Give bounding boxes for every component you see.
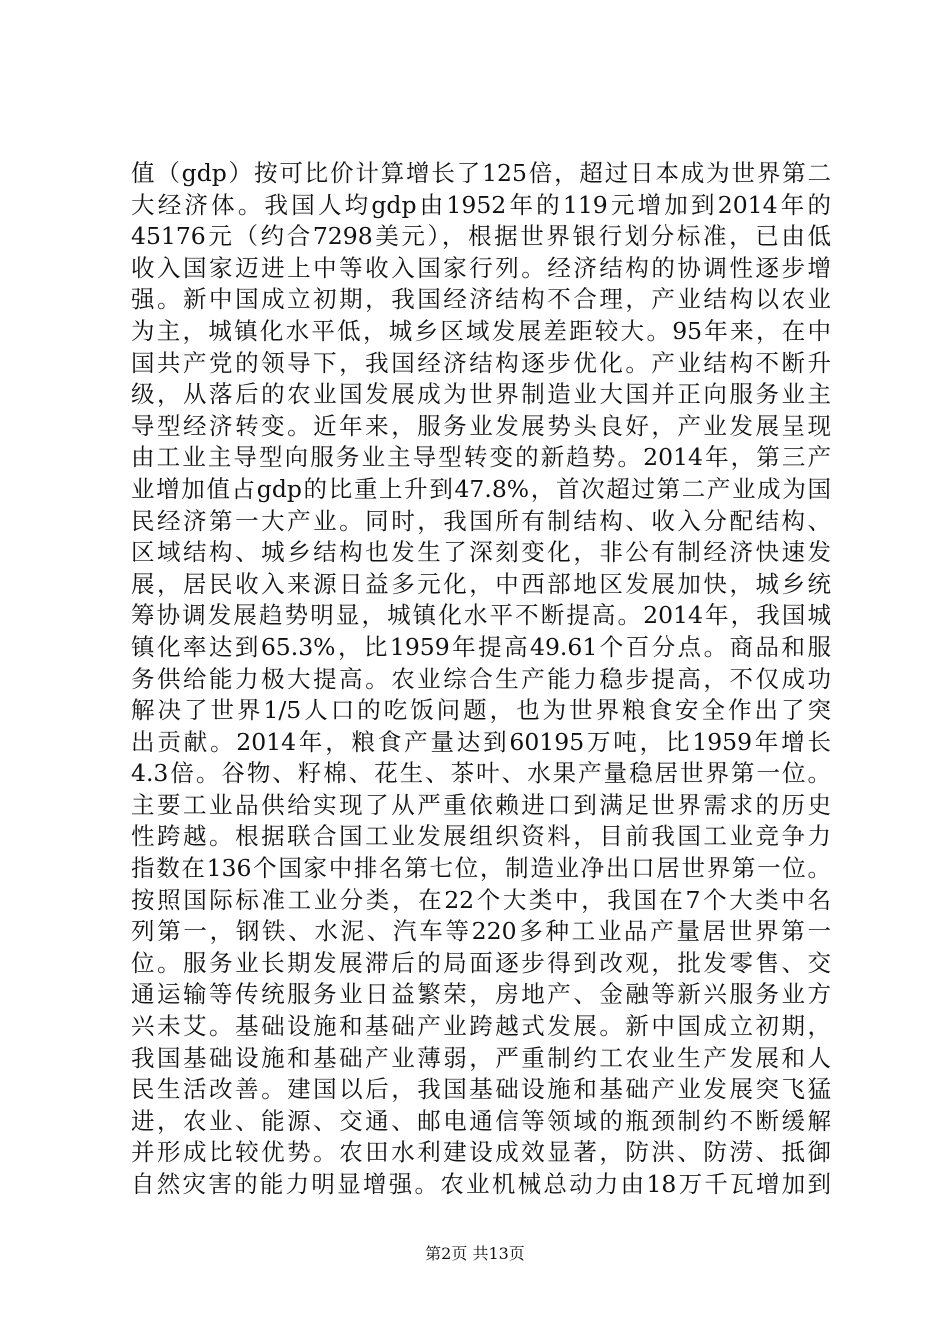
text-line: 强。新中国成立初期，我国经济结构不合理，产业结构以农业 — [131, 285, 831, 314]
text-line: 展，居民收入来源日益多元化，中西部地区发展加快，城乡统 — [131, 569, 831, 598]
text-line: 民生活改善。建国以后，我国基础设施和基础产业发展突飞猛 — [131, 1075, 831, 1104]
text-line: 级，从落后的农业国发展成为世界制造业大国并正向服务业主 — [131, 380, 831, 409]
text-line: 导型经济转变。近年来，服务业发展势头良好，产业发展呈现 — [131, 411, 831, 440]
text-line: 列第一，钢铁、水泥、汽车等220多种工业品产量居世界第一 — [131, 917, 831, 946]
text-line: 通运输等传统服务业日益繁荣，房地产、金融等新兴服务业方 — [131, 980, 831, 1009]
text-line: 国共产党的领导下，我国经济结构逐步优化。产业结构不断升 — [131, 348, 831, 377]
text-line: 镇化率达到65.3%，比1959年提高49.61个百分点。商品和服 — [131, 632, 831, 661]
text-line: 性跨越。根据联合国工业发展组织资料，目前我国工业竞争力 — [131, 822, 831, 851]
text-line: 出贡献。2014年，粮食产量达到60195万吨，比1959年增长 — [131, 727, 831, 756]
text-line: 解决了世界1/5人口的吃饭问题，也为世界粮食安全作出了突 — [131, 696, 831, 725]
text-line: 自然灾害的能力明显增强。农业机械总动力由18万千瓦增加到 — [131, 1170, 831, 1198]
text-line: 业增加值占gdp的比重上升到47.8%，首次超过第二产业成为国 — [131, 474, 831, 503]
text-line: 我国基础设施和基础产业薄弱，严重制约工农业生产发展和人 — [131, 1043, 831, 1072]
text-line: 民经济第一大产业。同时，我国所有制结构、收入分配结构、 — [131, 506, 831, 535]
text-line: 筹协调发展趋势明显，城镇化水平不断提高。2014年，我国城 — [131, 601, 831, 630]
text-line: 4.3倍。谷物、籽棉、花生、茶叶、水果产量稳居世界第一位。 — [131, 759, 831, 788]
text-line: 主要工业品供给实现了从严重依赖进口到满足世界需求的历史 — [131, 790, 831, 819]
text-line: 为主，城镇化水平低，城乡区域发展差距较大。95年来，在中 — [131, 316, 831, 345]
text-line: 指数在136个国家中排名第七位，制造业净出口居世界第一位。 — [131, 854, 831, 883]
text-line: 值（gdp）按可比价计算增长了125倍，超过日本成为世界第二 — [131, 159, 831, 187]
text-line: 务供给能力极大提高。农业综合生产能力稳步提高，不仅成功 — [131, 664, 831, 693]
text-line: 区域结构、城乡结构也发生了深刻变化，非公有制经济快速发 — [131, 538, 831, 567]
text-line: 收入国家迈进上中等收入国家行列。经济结构的协调性逐步增 — [131, 253, 831, 282]
text-line: 位。服务业长期发展滞后的局面逐步得到改观，批发零售、交 — [131, 948, 831, 977]
text-line: 进，农业、能源、交通、邮电通信等领域的瓶颈制约不断缓解 — [131, 1106, 831, 1135]
text-line: 并形成比较优势。农田水利建设成效显著，防洪、防涝、抵御 — [131, 1138, 831, 1167]
text-line: 大经济体。我国人均gdp由1952年的119元增加到2014年的 — [131, 190, 831, 219]
page-number-footer: 第2页 共13页 — [425, 1244, 525, 1263]
text-line: 由工业主导型向服务业主导型转变的新趋势。2014年，第三产 — [131, 443, 831, 472]
document-body — [131, 158, 831, 1201]
text-line: 按照国际标准工业分类，在22个大类中，我国在7个大类中名 — [131, 885, 831, 914]
text-line: 45176元（约合7298美元），根据世界银行划分标准，已由低 — [131, 222, 831, 251]
text-line: 兴未艾。基础设施和基础产业跨越式发展。新中国成立初期， — [131, 1012, 831, 1041]
